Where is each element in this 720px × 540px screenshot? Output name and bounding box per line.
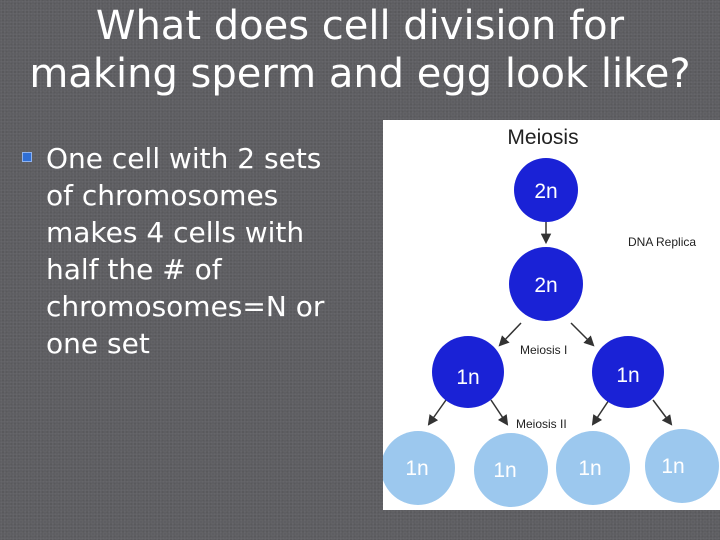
gamete-cell-4-label: 1n <box>661 455 685 478</box>
replicated-cell-label: 2n <box>534 274 558 297</box>
replication-label: DNA Replica <box>628 235 697 249</box>
title-line-2: making sperm and egg look like? <box>29 51 691 97</box>
gamete-cell-2-label: 1n <box>493 459 517 482</box>
diagram-title: Meiosis <box>507 126 579 149</box>
meiosis2-label: Meiosis II <box>516 417 567 431</box>
meiosis-diagram-svg <box>383 120 720 510</box>
bullet-line-6: one set <box>46 327 150 360</box>
meiosis2-arrow-1 <box>429 400 446 424</box>
meiosis1-left-cell-label: 1n <box>456 366 480 389</box>
slide-title <box>0 2 720 98</box>
gamete-cell-1-label: 1n <box>405 457 429 480</box>
meiosis-diagram <box>383 120 720 510</box>
meiosis2-arrow-2 <box>491 400 507 424</box>
bullet-line-3: makes 4 cells with <box>46 216 305 249</box>
bullet-line-1: One cell with 2 sets <box>46 142 322 175</box>
meiosis1-label: Meiosis I <box>520 343 568 357</box>
bullet-line-4: half the # of <box>46 253 222 286</box>
parent-cell-label: 2n <box>534 180 558 203</box>
square-bullet-icon <box>22 152 32 162</box>
meiosis2-arrow-4 <box>653 400 671 424</box>
bullet-line-5: chromosomes=N or <box>46 290 325 323</box>
meiosis1-right-arrow <box>571 323 593 345</box>
meiosis1-right-cell-label: 1n <box>616 364 640 387</box>
meiosis1-left-arrow <box>500 323 521 345</box>
bullet-line-2: of chromosomes <box>46 179 279 212</box>
gamete-cell-3-label: 1n <box>578 457 602 480</box>
title-line-1: What does cell division for <box>95 3 625 49</box>
meiosis2-arrow-3 <box>593 400 609 424</box>
bullet-text <box>46 140 386 362</box>
